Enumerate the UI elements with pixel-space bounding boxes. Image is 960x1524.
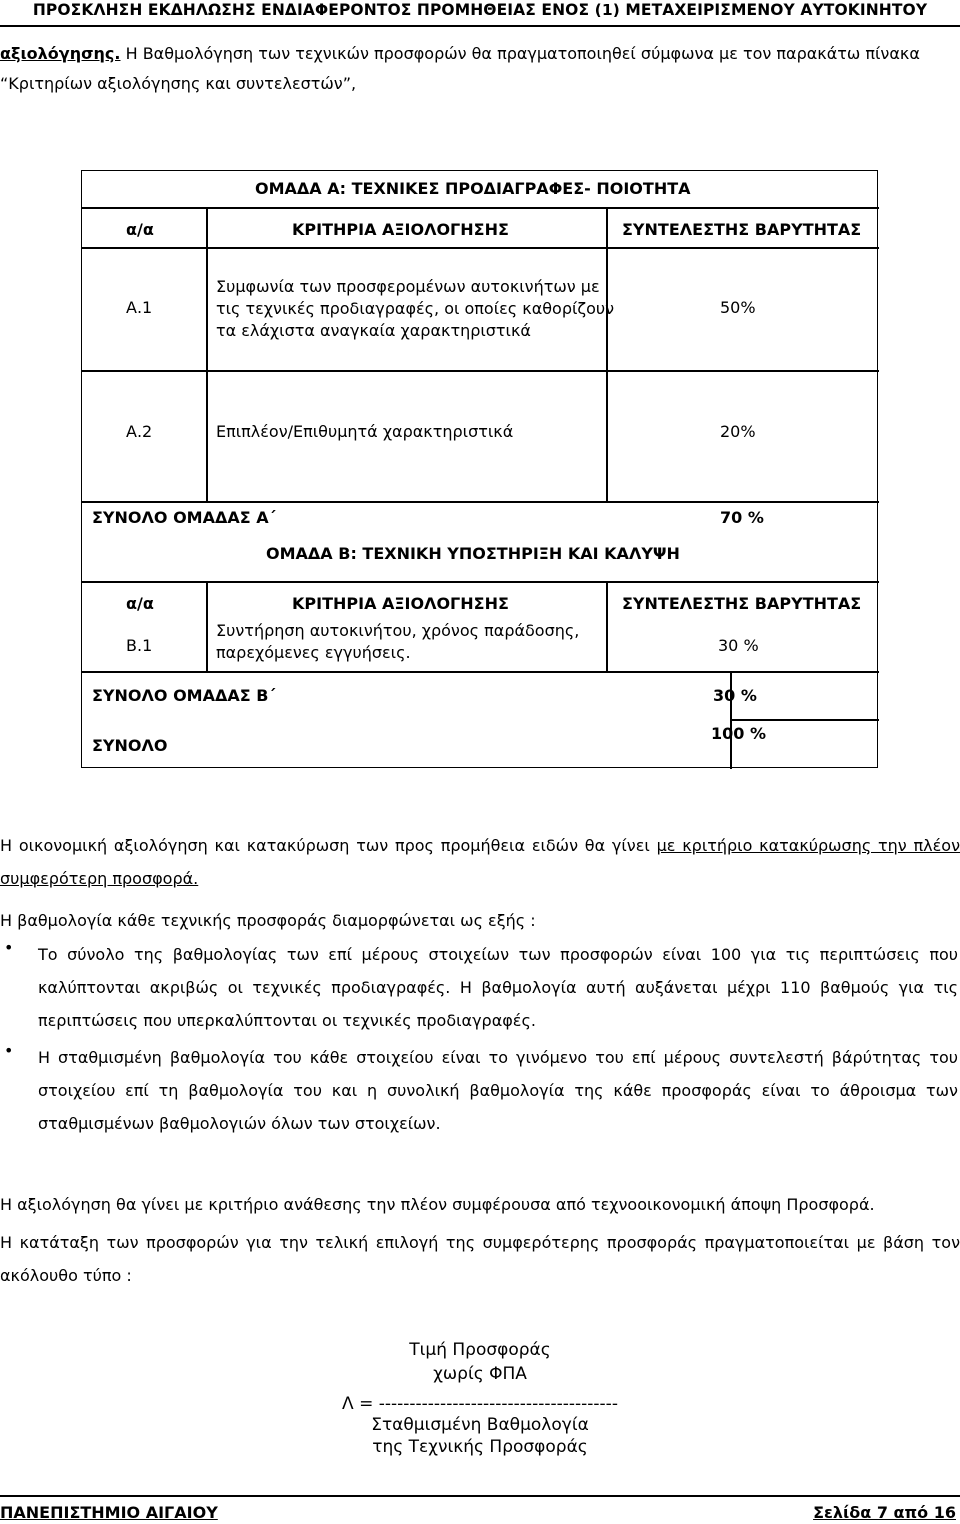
a1-criteria-line: τα ελάχιστα αναγκαία χαρακτηριστικά	[216, 321, 531, 340]
total-b-value: 30 %	[713, 686, 757, 705]
col-aa-header: α/α	[126, 220, 154, 239]
bullet-marker: •	[4, 938, 14, 957]
b1-weight: 30 %	[718, 636, 759, 655]
table-rule	[206, 207, 208, 501]
bullet-1-line: καλύπτονται ακριβώς οι τεχνικές προδιαγραφές. Η βαθμολογία αυτή αυξάνεται μέχρι 110 βαθμούς για τις	[38, 978, 958, 997]
paragraph-text: Η οικονομική αξιολόγηση και κατακύρωση των προς προμήθεια ειδών θα γίνει	[0, 836, 657, 855]
paragraph-award-criterion: Η αξιολόγηση θα γίνει με κριτήριο ανάθεσης την πλέον συμφέρουσα από τεχνοοικονομική άποψη Προσφορά.	[0, 1195, 875, 1214]
paragraph-ranking-cont: ακόλουθο τύπο :	[0, 1266, 132, 1285]
underlined-criterion: με κριτήριο κατακύρωσης την πλέον	[656, 836, 960, 855]
group-a-title: ΟΜΑΔΑ Α: ΤΕΧΝΙΚΕΣ ΠΡΟΔΙΑΓΡΑΦΕΣ- ΠΟΙΟΤΗΤΑ	[255, 179, 691, 198]
bullet-item-1	[38, 938, 958, 1037]
page-header	[0, 0, 960, 24]
bullet-2-line: στοιχείου επί τη βαθμολογία του και η συνολική βαθμολογία της κάθε προσφοράς είναι το άθροισμα των	[38, 1081, 958, 1100]
table-rule	[730, 719, 879, 721]
bullet-1-line: περιπτώσεις που υπερκαλύπτονται οι τεχνικές προδιαγραφές.	[38, 1011, 536, 1030]
formula-denominator-line: Σταθμισμένη Βαθμολογία	[371, 1415, 589, 1435]
a1-weight: 50%	[720, 298, 756, 317]
grand-total-label: ΣΥΝΟΛΟ	[92, 736, 168, 755]
b1-criteria-line: παρεχόμενες εγγυήσεις.	[216, 643, 411, 662]
table-rule	[206, 581, 208, 671]
a1-criteria	[216, 276, 614, 342]
footer-divider	[0, 1495, 960, 1497]
intro-line-1	[0, 40, 960, 68]
table-rule	[82, 671, 879, 673]
bullet-2-line: σταθμισμένων βαθμολογιών όλων των στοιχείων.	[38, 1114, 441, 1133]
formula-numerator-line: χωρίς ΦΠΑ	[433, 1364, 527, 1384]
a2-weight: 20%	[720, 422, 756, 441]
col-aa-header-b: α/α	[126, 594, 154, 613]
header-divider	[0, 25, 960, 27]
formula-denominator	[340, 1414, 620, 1458]
paragraph-scoring-intro: Η βαθμολογία κάθε τεχνικής προσφοράς διαμορφώνεται ως εξής :	[0, 911, 536, 930]
a2-criteria: Επιπλέον/Επιθυμητά χαρακτηριστικά	[216, 422, 514, 441]
col-criteria-header: ΚΡΙΤΗΡΙΑ ΑΞΙΟΛΟΓΗΣΗΣ	[292, 220, 509, 239]
table-rule	[606, 207, 608, 501]
grand-total-value: 100 %	[711, 724, 766, 743]
b1-id: Β.1	[126, 636, 153, 655]
document-title: ΠΡΟΣΚΛΗΣΗ ΕΚΔΗΛΩΣΗΣ ΕΝΔΙΑΦΕΡΟΝΤΟΣ ΠΡΟΜΗΘΕΙΑΣ ΕΝΟΣ (1) ΜΕΤΑΧΕΙΡΙΣΜΕΝΟΥ ΑΥΤΟΚΙΝΗΤΟΥ	[32, 1, 928, 19]
a2-id: Α.2	[126, 422, 153, 441]
paragraph-economic-evaluation-cont: συμφερότερη προσφορά.	[0, 869, 199, 888]
bullet-marker: •	[4, 1041, 14, 1060]
footer-institution: ΠΑΝΕΠΙΣΤΗΜΙΟ ΑΙΓΑΙΟΥ	[0, 1503, 218, 1522]
table-rule	[606, 581, 608, 671]
col-criteria-header-b: ΚΡΙΤΗΡΙΑ ΑΞΙΟΛΟΓΗΣΗΣ	[292, 594, 509, 613]
paragraph-ranking: Η κατάταξη των προσφορών για την τελική επιλογή της συμφερότερης προσφοράς πραγματοποιείται με βάση τον	[0, 1233, 960, 1252]
a1-id: Α.1	[126, 298, 153, 317]
table-rule	[82, 581, 879, 583]
total-a-value: 70 %	[720, 508, 764, 527]
footer-page-number: Σελίδα 7 από 16	[813, 1503, 956, 1522]
a1-criteria-line: Συμφωνία των προσφερομένων αυτοκινήτων με	[216, 277, 600, 296]
group-b-title: ΟΜΑΔΑ Β: ΤΕΧΝΙΚΗ ΥΠΟΣΤΗΡΙΞΗ ΚΑΙ ΚΑΛΥΨΗ	[266, 544, 680, 563]
a1-criteria-line: τις τεχνικές προδιαγραφές, οι οποίες καθορίζουν	[216, 299, 615, 318]
formula-denominator-line: της Τεχνικής Προσφοράς	[372, 1437, 588, 1457]
intro-line-2: “Κριτηρίων αξιολόγησης και συντελεστών”,	[0, 74, 357, 93]
total-a-label: ΣΥΝΟΛΟ ΟΜΑΔΑΣ Α΄	[92, 508, 276, 527]
total-b-label: ΣΥΝΟΛΟ ΟΜΑΔΑΣ Β΄	[92, 686, 276, 705]
evaluation-criteria-table	[81, 170, 878, 768]
table-rule	[82, 247, 879, 249]
col-weight-header-b: ΣΥΝΤΕΛΕΣΤΗΣ ΒΑΡΥΤΗΤΑΣ	[622, 594, 862, 613]
table-rule	[82, 207, 879, 209]
paragraph-economic-evaluation	[0, 829, 960, 862]
table-rule	[82, 501, 879, 503]
formula-fraction-line: Λ = ---------------------------------------	[342, 1394, 618, 1414]
bullet-item-2	[38, 1041, 958, 1140]
bullet-1-line: Το σύνολο της βαθμολογίας των επί μέρους στοιχείων των προσφορών είναι 100 για τις περιπτώσεις που	[38, 945, 958, 964]
bullet-2-line: Η σταθμισμένη βαθμολογία του κάθε στοιχείου είναι το γινόμενο του επί μέρους συντελεστή βάρύτητας του	[38, 1048, 958, 1067]
intro-bold-word: αξιολόγησης.	[0, 44, 121, 63]
table-rule	[82, 370, 879, 372]
b1-criteria-line: Συντήρηση αυτοκινήτου, χρόνος παράδοσης,	[216, 621, 580, 640]
b1-criteria	[216, 620, 579, 664]
formula-numerator	[380, 1338, 580, 1386]
col-weight-header: ΣΥΝΤΕΛΕΣΤΗΣ ΒΑΡΥΤΗΤΑΣ	[622, 220, 862, 239]
formula-numerator-line: Τιμή Προσφοράς	[409, 1340, 551, 1360]
intro-text: Η Βαθμολόγηση των τεχνικών προσφορών θα πραγματοποιηθεί σύμφωνα με τον παρακάτω πίνακα	[120, 44, 920, 63]
